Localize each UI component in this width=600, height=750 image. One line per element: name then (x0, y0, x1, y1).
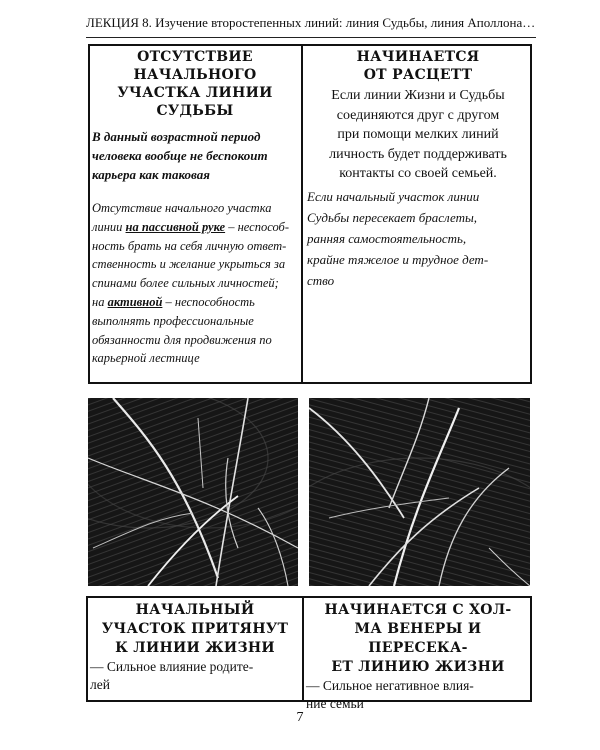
emphasis-line: карьера как таковая (92, 167, 210, 182)
top-left-cell (92, 48, 298, 368)
text-line: — Сильное влияние родите- (90, 659, 254, 674)
text-line: Если начальный участок линии (307, 188, 480, 204)
text-line: крайне тяжелое и трудное дет- (307, 251, 489, 267)
palm-print-photo-left (88, 398, 298, 586)
running-header (86, 14, 536, 34)
emphasis-line: человека вообще не беспокоит (92, 148, 268, 163)
page-number: 7 (296, 710, 304, 725)
text-line: ние семьи (306, 696, 364, 711)
title-line: УЧАСТКА ЛИНИИ (117, 85, 273, 101)
bottom-right-title (306, 601, 530, 677)
text-line: Если линии Жизни и Судьбы (331, 88, 505, 103)
palm-print-right-graphic (309, 398, 530, 586)
body-line: Отсутствие начального участка (92, 201, 272, 215)
text-line: — Сильное негативное влия- (306, 678, 474, 693)
text-line: Судьбы пересекает браслеты, (307, 209, 478, 225)
body-line (92, 293, 298, 312)
body-span: линии (92, 219, 126, 234)
body-span: – неспособ- (225, 219, 289, 234)
title-line: ЕТ ЛИНИЮ ЖИЗНИ (331, 659, 505, 675)
top-right-cell (307, 48, 529, 291)
title-line: НАЧИНАЕТСЯ (356, 49, 480, 65)
passive-hand-term: на пассивной руке (125, 219, 226, 234)
body-line: ственность и желание укрыться за (92, 257, 286, 272)
text-line: при помощи мелких линий (337, 127, 499, 142)
top-table-divider (301, 44, 303, 384)
title-line: К ЛИНИИ ЖИЗНИ (115, 640, 275, 656)
title-line: ОТ РАСЦЕТТ (363, 67, 473, 83)
body-line: выполнять профессиональные (92, 313, 254, 328)
title-line: СУДЬБЫ (156, 103, 234, 119)
palm-print-photo-right (309, 398, 530, 586)
text-line: соединяются друг с другом (336, 107, 500, 123)
header-rule (86, 37, 536, 38)
bottom-right-text (306, 677, 530, 713)
title-line: НАЧИНАЕТСЯ С ХОЛ- (324, 602, 512, 618)
body-line: спинами более сильных личностей; (92, 276, 279, 291)
top-right-regular (307, 86, 529, 184)
bottom-left-title (90, 601, 300, 658)
top-left-body (92, 199, 298, 368)
top-right-title (307, 48, 529, 84)
bottom-left-cell (90, 601, 300, 694)
text-line: ранняя самостоятельность, (307, 230, 467, 246)
text-line: лей (90, 677, 110, 692)
body-line (92, 218, 298, 237)
text-line: контакты со своей семьей. (339, 166, 497, 181)
bottom-right-cell (306, 601, 530, 713)
body-line: карьерной лестнице (92, 351, 200, 366)
text-line: личность будет поддерживать (329, 146, 507, 162)
body-line: ность брать на себя личную ответ- (92, 238, 287, 253)
palm-print-left-graphic (88, 398, 298, 586)
title-line: МА ВЕНЕРЫ И ПЕРЕСЕКА- (354, 621, 482, 656)
title-line: НАЧАЛЬНЫЙ (135, 602, 255, 618)
title-line: УЧАСТОК ПРИТЯНУТ (101, 621, 289, 637)
title-line: ОТСУТСТВИЕ (137, 49, 253, 65)
body-span: на (92, 294, 108, 309)
bottom-left-text (90, 658, 300, 694)
title-line: НАЧАЛЬНОГО (133, 67, 257, 83)
body-span: – неспособность (162, 294, 255, 309)
bottom-table-divider (302, 596, 304, 702)
top-right-italic (307, 186, 529, 291)
text-line: ство (307, 272, 335, 288)
body-line: обязанности для продвижения по (92, 332, 272, 347)
top-left-title (92, 48, 298, 120)
running-header-text: ЛЕКЦИЯ 8. Изучение второстепенных линий: линия Судьбы, линия Аполлона… (86, 15, 536, 30)
active-hand-term: активной (107, 294, 163, 309)
emphasis-line: В данный возрастной период (92, 129, 261, 144)
top-left-emphasis (92, 127, 298, 184)
